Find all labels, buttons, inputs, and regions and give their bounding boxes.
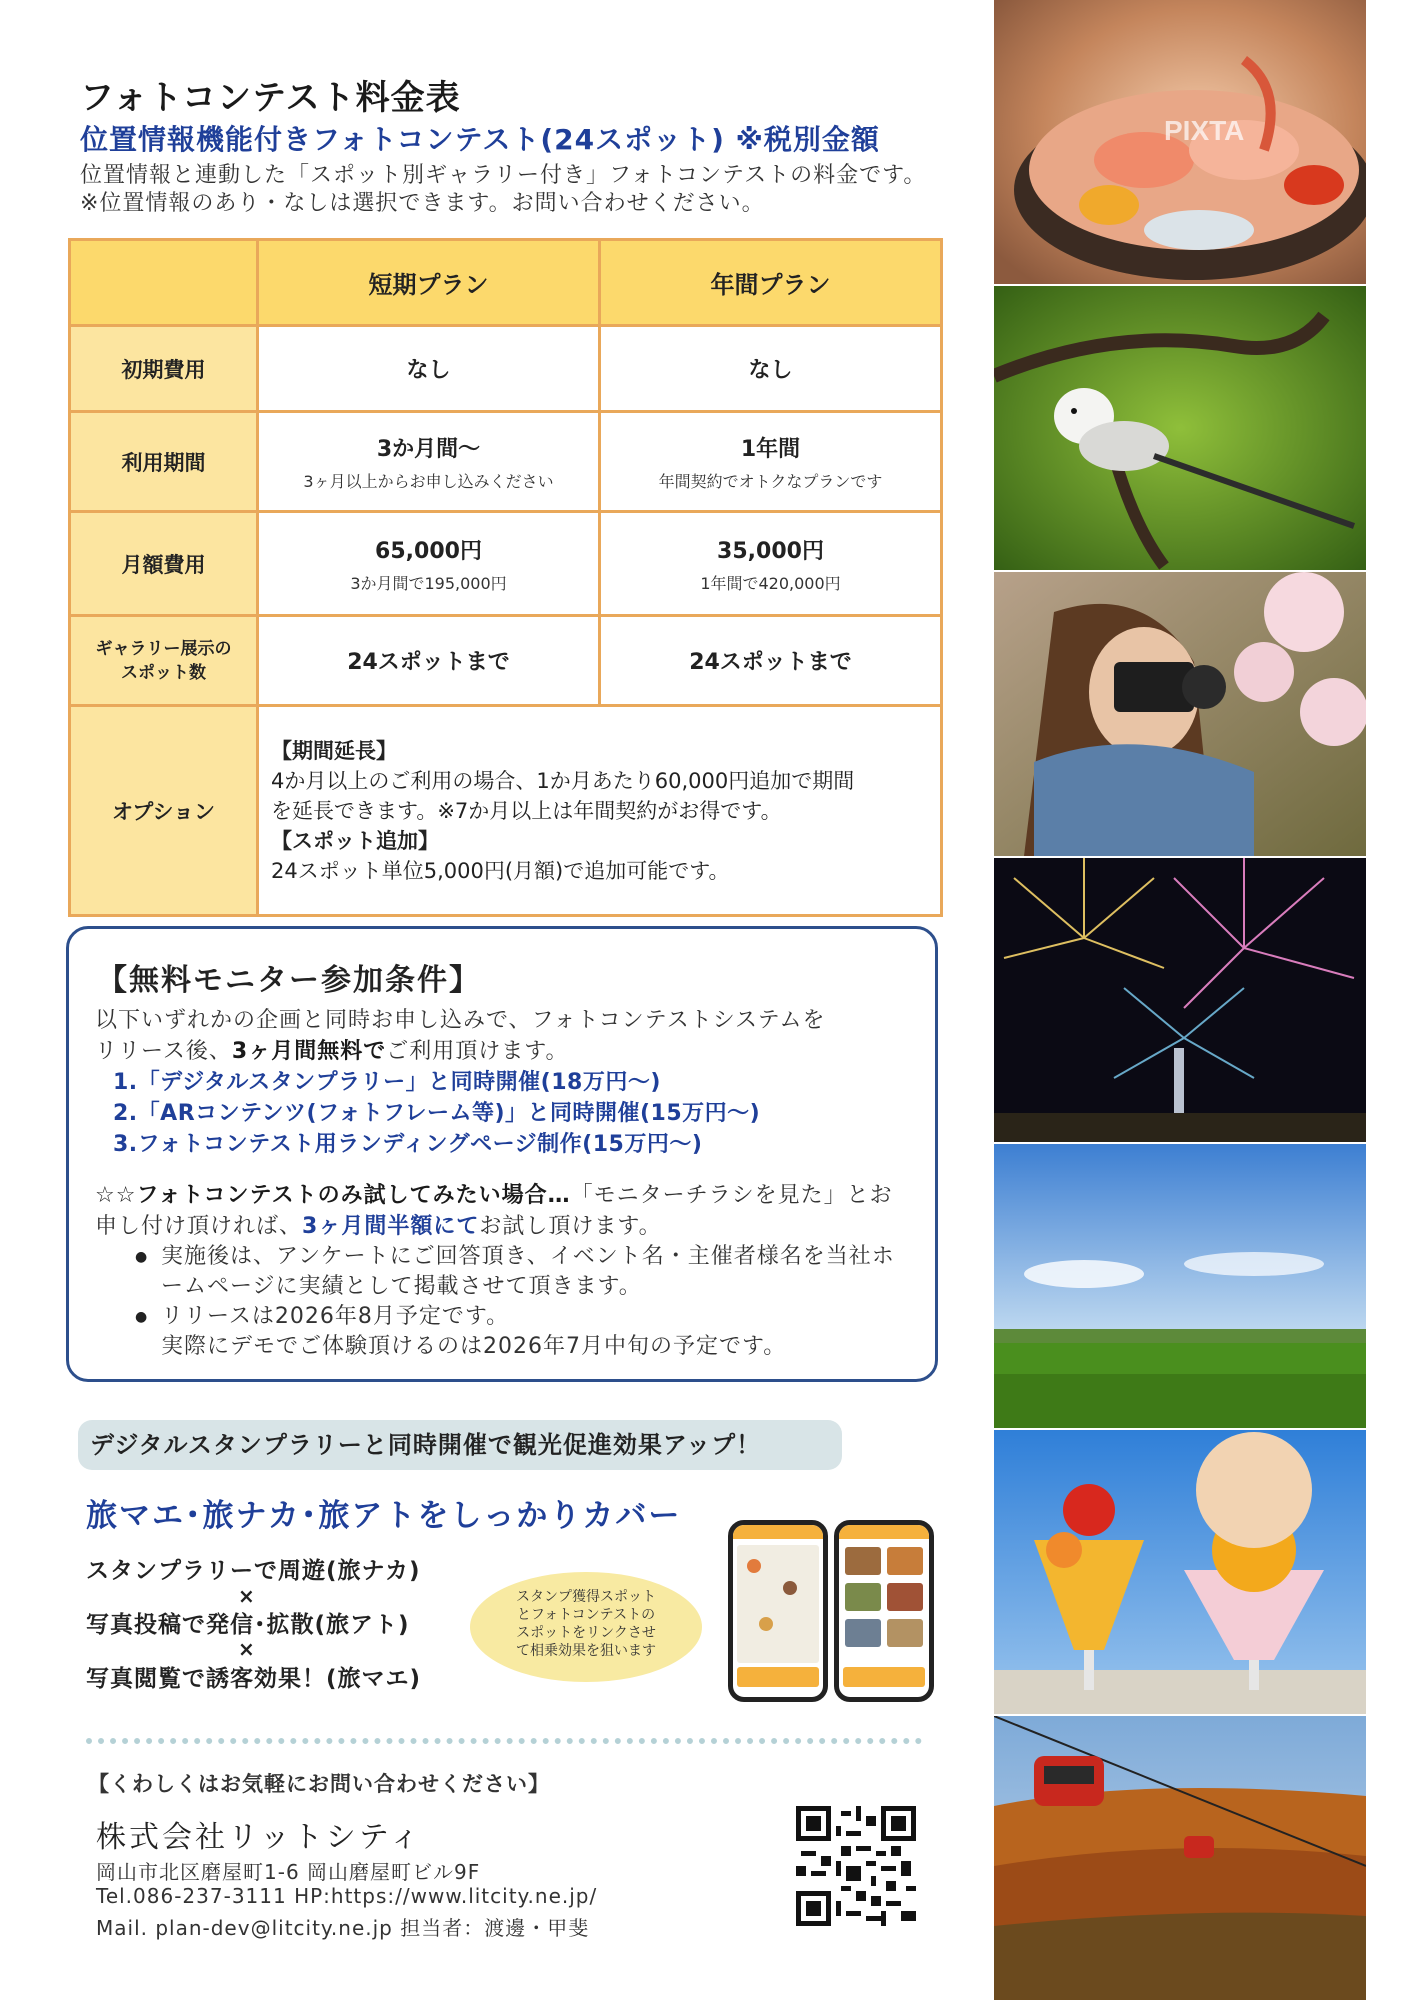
bubble-line-2: とフォトコンテストの bbox=[516, 1607, 656, 1623]
monitor-options-list bbox=[113, 1067, 909, 1160]
company-address: 岡山市北区磨屋町1-6 岡山磨屋町ビル9F bbox=[96, 1860, 481, 1884]
demo-text: 実際にデモでご体験頂けるのは2026年7月中旬の予定です。 bbox=[161, 1334, 787, 1359]
option-cell bbox=[258, 706, 942, 916]
trial-half-price: 3ヶ月間半額にて bbox=[302, 1214, 480, 1239]
gallery-annual: 24スポットまで bbox=[600, 616, 942, 706]
gallery-short: 24スポットまで bbox=[258, 616, 600, 706]
row-label-period: 利用期間 bbox=[70, 412, 258, 512]
photo-woman-camera bbox=[994, 572, 1366, 856]
monitor-bullets bbox=[135, 1242, 909, 1362]
contact-heading: 【くわしくはお気軽にお問い合わせください】 bbox=[88, 1772, 550, 1796]
qr-code[interactable] bbox=[796, 1806, 916, 1926]
option-spot-text: 24スポット単位5,000円(月額)で追加可能です。 bbox=[271, 858, 730, 883]
monitor-trial-paragraph bbox=[95, 1180, 909, 1242]
times-symbol: × bbox=[238, 1584, 255, 1608]
table-header-row bbox=[70, 240, 942, 326]
trial-text-1: 「モニターチラシを見た」とお申し付け頂ければ、 bbox=[95, 1183, 893, 1239]
col-short-plan: 短期プラン bbox=[258, 240, 600, 326]
period-annual-cell bbox=[600, 412, 942, 512]
row-label-initial: 初期費用 bbox=[70, 326, 258, 412]
feature-line-1: スタンプラリーで周遊(旅ナカ) bbox=[86, 1558, 421, 1584]
photo-parfait bbox=[994, 1430, 1366, 1714]
initial-short: なし bbox=[258, 326, 600, 412]
dotted-divider bbox=[86, 1738, 922, 1744]
page-subtitle: 位置情報機能付きフォトコンテスト(24スポット) ※税別金額 bbox=[80, 123, 880, 156]
feature-line-2: 写真投稿で発信･拡散(旅アト) bbox=[86, 1612, 410, 1638]
promo-tagline: 旅マエ･旅ナカ･旅アトをしっかりカバー bbox=[86, 1498, 682, 1534]
photo-seafood-bowl bbox=[994, 0, 1366, 284]
monthly-short-note: 3か月間で195,000円 bbox=[350, 573, 507, 593]
monthly-annual-cell bbox=[600, 512, 942, 616]
initial-annual: なし bbox=[600, 326, 942, 412]
photo-green-field bbox=[994, 1144, 1366, 1428]
release-text: リリースは2026年8月予定です。 bbox=[161, 1304, 510, 1329]
col-annual-plan: 年間プラン bbox=[600, 240, 942, 326]
list-item: 1.「デジタルスタンプラリー」と同時開催(18万円〜) bbox=[113, 1070, 661, 1095]
promo-banner: デジタルスタンプラリーと同時開催で観光促進効果アップ！ bbox=[78, 1420, 842, 1470]
option-extension-text-1: 4か月以上のご利用の場合、1か月あたり60,000円追加で期間 bbox=[271, 768, 855, 793]
table-row bbox=[70, 326, 942, 412]
list-item: 3.フォトコンテスト用ランディングページ制作(15万円〜) bbox=[113, 1132, 703, 1157]
list-item: ● 実施後は、アンケートにご回答頂き、イベント名・主催者様名を当社ホームページに実績として掲載させて頂きます。 bbox=[135, 1242, 909, 1302]
monitor-text-3: ご利用頂けます。 bbox=[386, 1039, 569, 1064]
period-short-note: 3ヶ月以上からお申し込みください bbox=[303, 471, 554, 491]
gallery-label-line1: ギャラリー展示の bbox=[95, 638, 232, 659]
phone-map-screenshot bbox=[728, 1520, 828, 1702]
row-label-option: オプション bbox=[70, 706, 258, 916]
photo-ropeway-autumn bbox=[994, 1716, 1366, 2000]
period-short: 3か月間〜 bbox=[376, 436, 481, 462]
qr-code-icon bbox=[796, 1806, 916, 1926]
monitor-free-emphasis: 3ヶ月間無料で bbox=[231, 1039, 387, 1064]
gallery-label-line2: スポット数 bbox=[121, 662, 206, 683]
option-extension-text-2: を延長できます。※7か月以上は年間契約がお得です。 bbox=[271, 798, 782, 823]
list-item: 2.「ARコンテンツ(フォトフレーム等)」と同時開催(15万円〜) bbox=[113, 1101, 761, 1126]
table-row bbox=[70, 512, 942, 616]
bubble-line-1: スタンプ獲得スポット bbox=[516, 1589, 656, 1605]
price-table bbox=[68, 238, 943, 917]
company-tel-hp: Tel.086-237-3111 HP:https://www.litcity.ne.jp/ bbox=[96, 1884, 598, 1908]
trial-text-2: お試し頂けます。 bbox=[479, 1214, 662, 1239]
speech-bubble bbox=[470, 1572, 702, 1682]
monthly-annual-note: 1年間で420,000円 bbox=[700, 573, 841, 593]
feature-line-3: 写真閲覧で誘客効果！(旅マエ) bbox=[86, 1666, 422, 1692]
photo-long-tailed-tit bbox=[994, 286, 1366, 570]
watermark-text: PIXTA bbox=[1164, 115, 1245, 146]
intro-text: 位置情報と連動した「スポット別ギャラリー付き」フォトコンテストの料金です。 ※位置情報のあり・なしは選択できます。お問い合わせください。 bbox=[80, 163, 927, 216]
option-spot-heading: 【スポット追加】 bbox=[271, 828, 439, 853]
row-label-gallery bbox=[70, 616, 258, 706]
photo-fireworks bbox=[994, 858, 1366, 1142]
monthly-short-cell bbox=[258, 512, 600, 616]
trial-emphasis: ☆☆フォトコンテストのみ試してみたい場合… bbox=[95, 1183, 571, 1208]
monitor-text-2: リリース後、 bbox=[95, 1039, 232, 1064]
monitor-title: 【無料モニター参加条件】 bbox=[97, 963, 481, 998]
monitor-paragraph bbox=[95, 1005, 909, 1067]
table-row bbox=[70, 706, 942, 916]
option-extension-heading: 【期間延長】 bbox=[271, 738, 397, 763]
monitor-box bbox=[66, 926, 938, 1382]
monitor-text-1: 以下いずれかの企画と同時お申し込みで、フォトコンテストシステムを bbox=[95, 1008, 826, 1033]
table-corner-cell bbox=[70, 240, 258, 326]
monthly-annual: 35,000円 bbox=[717, 538, 824, 564]
period-annual: 1年間 bbox=[740, 436, 801, 462]
photo-strip bbox=[994, 0, 1366, 2000]
company-mail: Mail. plan-dev@litcity.ne.jp 担当者：渡邊・甲斐 bbox=[96, 1916, 590, 1940]
phone-gallery-screenshot bbox=[834, 1520, 934, 1702]
company-name: 株式会社リットシティ bbox=[96, 1820, 423, 1855]
period-annual-note: 年間契約でオトクなプランです bbox=[658, 471, 883, 491]
period-short-cell bbox=[258, 412, 600, 512]
table-row bbox=[70, 412, 942, 512]
monthly-short: 65,000円 bbox=[375, 538, 482, 564]
bubble-line-4: て相乗効果を狙います bbox=[516, 1643, 656, 1659]
times-symbol: × bbox=[238, 1637, 255, 1661]
table-row bbox=[70, 616, 942, 706]
page-title: フォトコンテスト料金表 bbox=[80, 78, 461, 118]
list-item bbox=[135, 1302, 909, 1362]
row-label-monthly: 月額費用 bbox=[70, 512, 258, 616]
bubble-line-3: スポットをリンクさせ bbox=[516, 1625, 656, 1641]
